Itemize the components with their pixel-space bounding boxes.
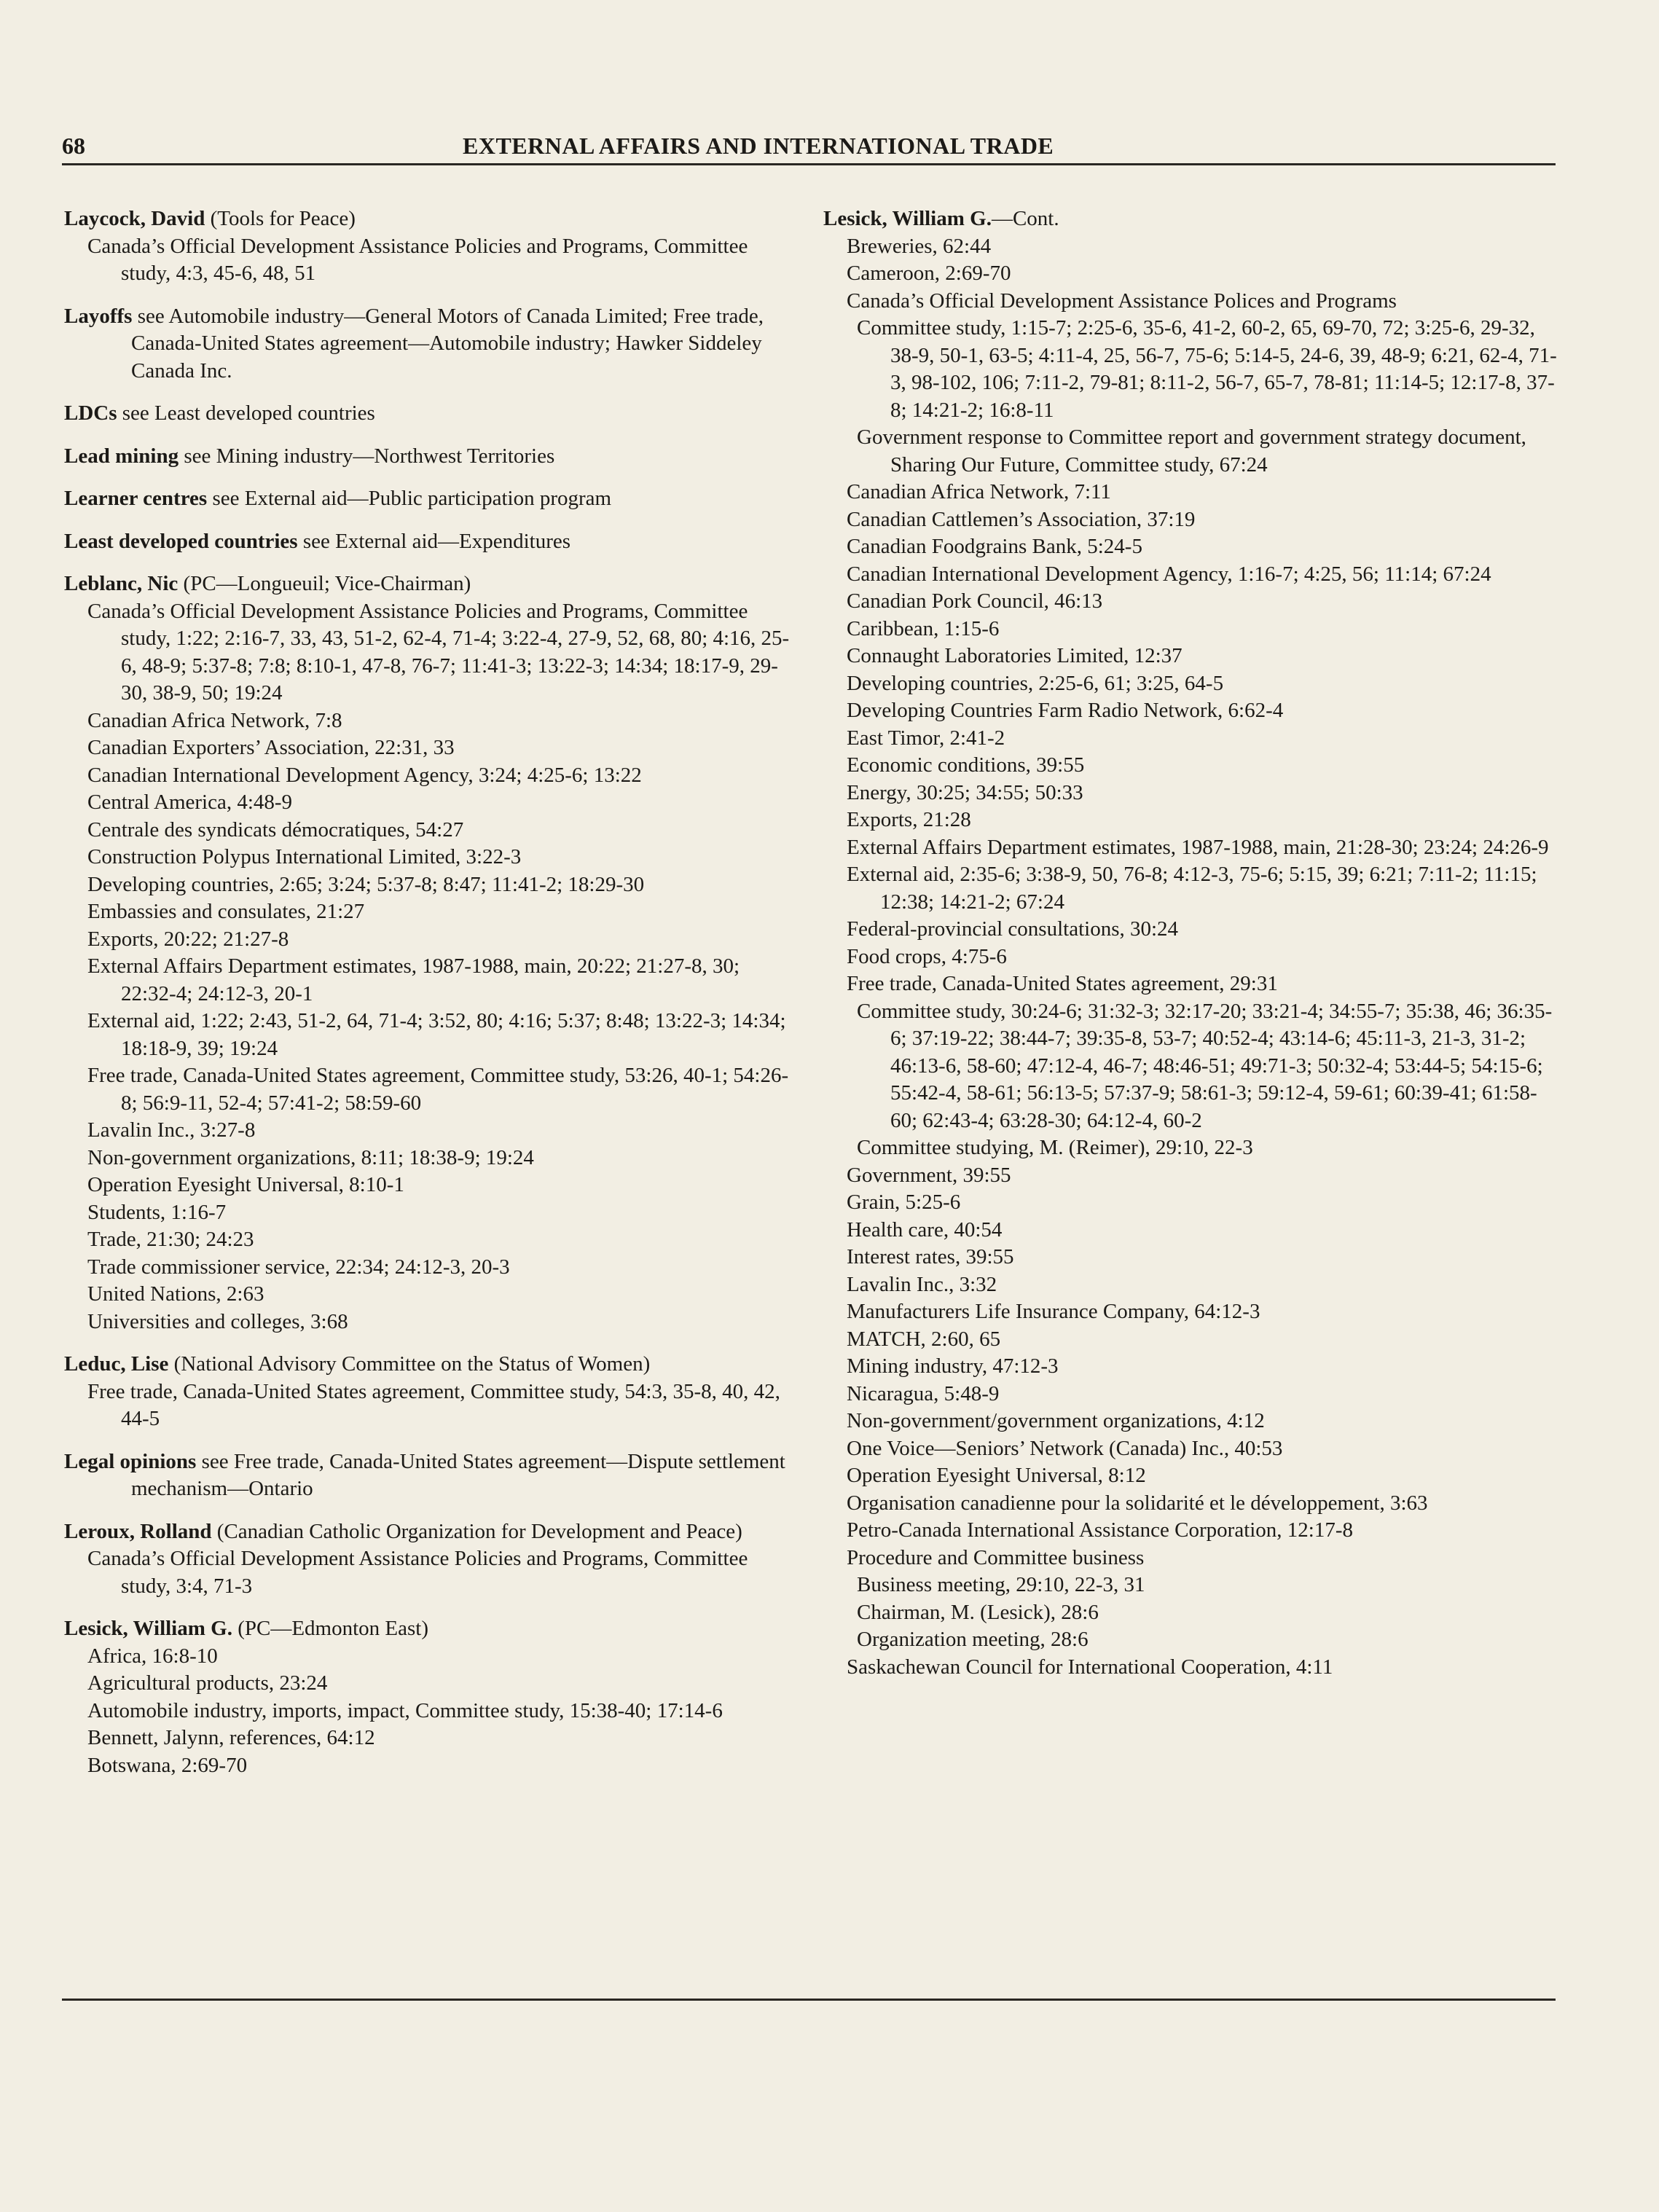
index-subentry: External Affairs Department estimates, 1987-1988, main, 20:22; 21:27-8, 30; 22:32-4; 24:12-3, 20-1 bbox=[87, 954, 740, 1005]
index-subentry: Exports, 21:28 bbox=[847, 808, 971, 831]
entry-term: LDCs bbox=[64, 401, 117, 425]
entry-term: Learner centres bbox=[64, 487, 208, 510]
entry-detail: (PC—Longueuil; Vice-Chairman) bbox=[178, 572, 471, 595]
index-subentry: Government, 39:55 bbox=[847, 1163, 1011, 1187]
index-subentry: Free trade, Canada-United States agreement, 29:31 bbox=[847, 972, 1278, 995]
index-subentry: Canadian International Development Agency, 1:16-7; 4:25, 56; 11:14; 67:24 bbox=[847, 562, 1491, 586]
left-column bbox=[64, 205, 800, 1795]
entry-detail: see External aid—Public participation program bbox=[207, 487, 612, 510]
page-number: 68 bbox=[62, 133, 85, 159]
index-entry bbox=[64, 1518, 800, 1601]
page-header bbox=[62, 131, 1556, 166]
index-subentry: External aid, 1:22; 2:43, 51-2, 64, 71-4; 3:52, 80; 4:16; 5:37; 8:48; 13:22-3; 14:34; 18:18-9, 39; 19:24 bbox=[87, 1009, 786, 1060]
index-subentry: Canadian Africa Network, 7:11 bbox=[847, 480, 1111, 503]
index-subentry: Cameroon, 2:69-70 bbox=[847, 262, 1011, 285]
index-subentry: Exports, 20:22; 21:27-8 bbox=[87, 927, 289, 951]
index-entry bbox=[64, 570, 800, 1336]
index-subentry: Mining industry, 47:12-3 bbox=[847, 1354, 1059, 1378]
index-subsubentry: Committee study, 1:15-7; 2:25-6, 35-6, 41-2, 60-2, 65, 69-70, 72; 3:25-6, 29-32, 38-9, 50-1, 63-5; 4:11-4, 25, 56-7, 75-6; 5:14-5, 24-6, 39, 48-9; 6:21, 62-4, 71-3, 98-102, 106; 7:11-2, 79-81; 8:11-2, 56-7, 65-7, 78-81; 11:14-5; 12:17-8, 37-8; 14:21-2; 16:8-11 bbox=[857, 316, 1557, 422]
index-subentry: Canadian Exporters’ Association, 22:31, 33 bbox=[87, 736, 455, 759]
index-subentry: Non-government organizations, 8:11; 18:38-9; 19:24 bbox=[87, 1145, 534, 1169]
entry-term: Lesick, William G. bbox=[823, 207, 992, 230]
index-entry bbox=[64, 443, 800, 471]
entry-term: Leduc, Lise bbox=[64, 1352, 169, 1376]
index-subentry: Food crops, 4:75-6 bbox=[847, 944, 1007, 968]
index-entry bbox=[64, 485, 800, 513]
index-subentry: Nicaragua, 5:48-9 bbox=[847, 1381, 1000, 1405]
running-title: EXTERNAL AFFAIRS AND INTERNATIONAL TRADE bbox=[463, 133, 1054, 159]
index-subentry: Saskachewan Council for International Cooperation, 4:11 bbox=[847, 1655, 1333, 1679]
index-subentry: Free trade, Canada-United States agreement, Committee study, 53:26, 40-1; 54:26-8; 56:9-11, 52-4; 57:41-2; 58:59-60 bbox=[87, 1064, 789, 1115]
index-subentry: East Timor, 2:41-2 bbox=[847, 726, 1005, 750]
index-subentry: Canadian Pork Council, 46:13 bbox=[847, 589, 1103, 613]
index-entry bbox=[823, 205, 1559, 1681]
index-subentry: Students, 1:16-7 bbox=[87, 1200, 227, 1224]
index-subentry: Petro-Canada International Assistance Corporation, 12:17-8 bbox=[847, 1518, 1354, 1542]
entry-term: Leroux, Rolland bbox=[64, 1519, 212, 1543]
index-subentry: Developing Countries Farm Radio Network, 6:62-4 bbox=[847, 699, 1284, 722]
index-subentry: Canadian Cattlemen’s Association, 37:19 bbox=[847, 507, 1196, 531]
index-subsubentry: Committee study, 30:24-6; 31:32-3; 32:17-20; 33:21-4; 34:55-7; 35:38, 46; 36:35-6; 37:19-22; 38:44-7; 39:35-8, 53-7; 40:52-4; 43:14-6; 45:11-3, 21-3, 31-2; 46:13-6, 58-60; 47:12-4, 46-7; 48:46-51; 49:71-3; 50:32-4; 53:44-5; 54:15-6; 55:42-4, 58-61; 56:13-5; 57:37-9; 58:61-3; 59:12-4, 59-61; 60:39-41; 61:58-60; 62:43-4; 63:28-30; 64:12-4, 60-2 bbox=[857, 999, 1553, 1132]
entry-heading bbox=[823, 205, 1559, 233]
entry-detail: see External aid—Expenditures bbox=[297, 529, 571, 553]
index-subentry: Universities and colleges, 3:68 bbox=[87, 1309, 348, 1333]
index-subentry: Construction Polypus International Limited, 3:22-3 bbox=[87, 845, 522, 868]
index-subentry: Canadian Africa Network, 7:8 bbox=[87, 708, 342, 732]
index-subentry: Trade, 21:30; 24:23 bbox=[87, 1228, 254, 1251]
entry-detail: —Cont. bbox=[991, 207, 1059, 230]
index-subentry: Africa, 16:8-10 bbox=[87, 1644, 218, 1668]
entry-term: Lead mining bbox=[64, 444, 179, 468]
index-subentry: Central America, 4:48-9 bbox=[87, 791, 293, 814]
index-entry bbox=[64, 528, 800, 556]
entry-heading bbox=[64, 1448, 800, 1503]
entry-heading bbox=[64, 303, 800, 385]
entry-heading bbox=[64, 485, 800, 513]
index-subentry: Lavalin Inc., 3:27-8 bbox=[87, 1118, 256, 1142]
right-column bbox=[823, 205, 1559, 1681]
index-subentry: Procedure and Committee business bbox=[847, 1545, 1145, 1569]
index-subentry: Developing countries, 2:65; 3:24; 5:37-8; 8:47; 11:41-2; 18:29-30 bbox=[87, 872, 645, 896]
entry-heading bbox=[64, 205, 800, 233]
entry-term: Lesick, William G. bbox=[64, 1617, 232, 1640]
entry-heading bbox=[64, 1351, 800, 1378]
entry-term: Layoffs bbox=[64, 304, 133, 328]
index-subentry: Breweries, 62:44 bbox=[847, 234, 992, 258]
index-subentry: External Affairs Department estimates, 1987-1988, main, 21:28-30; 23:24; 24:26-9 bbox=[847, 835, 1549, 859]
entry-detail: (Tools for Peace) bbox=[205, 207, 356, 230]
index-subentry: External aid, 2:35-6; 3:38-9, 50, 76-8; 4:12-3, 75-6; 5:15, 39; 6:21; 7:11-2; 11:15; 12:38; 14:21-2; 67:24 bbox=[847, 863, 1537, 914]
index-subentry: Canadian Foodgrains Bank, 5:24-5 bbox=[847, 535, 1142, 558]
index-subentry: Trade commissioner service, 22:34; 24:12-3, 20-3 bbox=[87, 1255, 510, 1279]
index-subentry: Interest rates, 39:55 bbox=[847, 1245, 1014, 1268]
index-subentry: Agricultural products, 23:24 bbox=[87, 1671, 328, 1695]
index-subentry: Federal-provincial consultations, 30:24 bbox=[847, 917, 1179, 941]
entry-detail: (National Advisory Committee on the Status of Women) bbox=[168, 1352, 651, 1376]
index-subentry: Economic conditions, 39:55 bbox=[847, 753, 1085, 777]
index-subentry: Caribbean, 1:15-6 bbox=[847, 616, 1000, 640]
index-entry bbox=[64, 303, 800, 385]
entry-detail: see Free trade, Canada-United States agreement—Dispute settlement mechanism—Ontario bbox=[131, 1449, 785, 1500]
header-rule bbox=[62, 163, 1556, 165]
index-subentry: Bennett, Jalynn, references, 64:12 bbox=[87, 1726, 375, 1749]
entry-term: Least developed countries bbox=[64, 529, 298, 553]
entry-detail: (PC—Edmonton East) bbox=[232, 1617, 428, 1640]
index-subentry: Connaught Laboratories Limited, 12:37 bbox=[847, 644, 1183, 667]
entry-term: Leblanc, Nic bbox=[64, 572, 179, 595]
index-subentry: Developing countries, 2:25-6, 61; 3:25, 64-5 bbox=[847, 671, 1224, 695]
entry-heading bbox=[64, 528, 800, 556]
entry-heading bbox=[64, 1615, 800, 1643]
entry-detail: see Least developed countries bbox=[117, 401, 375, 425]
index-subentry: Automobile industry, imports, impact, Committee study, 15:38-40; 17:14-6 bbox=[87, 1698, 723, 1722]
index-subentry: Organisation canadienne pour la solidarité et le développement, 3:63 bbox=[847, 1491, 1428, 1515]
index-subentry: MATCH, 2:60, 65 bbox=[847, 1327, 1001, 1351]
index-subentry: Grain, 5:25-6 bbox=[847, 1191, 961, 1214]
index-entry bbox=[64, 1615, 800, 1779]
index-subentry: Energy, 30:25; 34:55; 50:33 bbox=[847, 780, 1083, 804]
entry-term: Laycock, David bbox=[64, 207, 205, 230]
index-subentry: Canada’s Official Development Assistance Policies and Programs, Committee study, 1:22; 2:16-7, 33, 43, 51-2, 62-4, 71-4; 3:22-4, 27-9, 52, 68, 80; 4:16, 25-6, 48-9; 5:37-8; 7:8; 8:10-1, 47-8, 76-7; 11:41-3; 13:22-3; 14:34; 18:17-9, 29-30, 38-9, 50; 19:24 bbox=[87, 599, 790, 705]
entry-heading bbox=[64, 400, 800, 428]
entry-term: Legal opinions bbox=[64, 1449, 197, 1473]
index-subentry: Operation Eyesight Universal, 8:10-1 bbox=[87, 1173, 404, 1196]
index-entry bbox=[64, 205, 800, 288]
index-subsubentry: Organization meeting, 28:6 bbox=[857, 1628, 1089, 1651]
index-subentry: Operation Eyesight Universal, 8:12 bbox=[847, 1464, 1146, 1487]
index-entry bbox=[64, 1448, 800, 1503]
index-subentry: Non-government/government organizations, 4:12 bbox=[847, 1409, 1265, 1432]
footer-rule bbox=[62, 1999, 1556, 2001]
index-subsubentry: Government response to Committee report and government strategy document, Sharing Our Future, Committee study, 67:24 bbox=[857, 425, 1526, 476]
index-subsubentry: Business meeting, 29:10, 22-3, 31 bbox=[857, 1573, 1145, 1596]
index-subentry: Canada’s Official Development Assistance Policies and Programs, Committee study, 4:3, 45-6, 48, 51 bbox=[87, 234, 748, 285]
index-subentry: Botswana, 2:69-70 bbox=[87, 1753, 248, 1777]
index-subentry: Manufacturers Life Insurance Company, 64:12-3 bbox=[847, 1300, 1260, 1323]
index-subsubentry: Committee studying, M. (Reimer), 29:10, 22-3 bbox=[857, 1136, 1253, 1159]
index-subentry: Health care, 40:54 bbox=[847, 1217, 1003, 1242]
index-subentry: One Voice—Seniors’ Network (Canada) Inc., 40:53 bbox=[847, 1436, 1283, 1460]
index-subsubentry: Chairman, M. (Lesick), 28:6 bbox=[857, 1600, 1099, 1624]
index-subentry: Centrale des syndicats démocratiques, 54:27 bbox=[87, 817, 464, 842]
entry-heading bbox=[64, 443, 800, 471]
entry-detail: see Mining industry—Northwest Territories bbox=[179, 444, 555, 468]
index-subentry: Free trade, Canada-United States agreement, Committee study, 54:3, 35-8, 40, 42, 44-5 bbox=[87, 1379, 780, 1430]
entry-heading bbox=[64, 1518, 800, 1546]
index-entry bbox=[64, 1351, 800, 1433]
index-entry bbox=[64, 400, 800, 428]
index-subentry: Embassies and consulates, 21:27 bbox=[87, 900, 365, 923]
index-subentry: Canadian International Development Agency, 3:24; 4:25-6; 13:22 bbox=[87, 763, 642, 787]
index-subentry: Canada’s Official Development Assistance Polices and Programs bbox=[847, 289, 1397, 313]
entry-detail: see Automobile industry—General Motors of Canada Limited; Free trade, Canada-United States agreement—Automobile industry; Hawker Siddeley Canada Inc. bbox=[131, 304, 764, 383]
index-subentry: Lavalin Inc., 3:32 bbox=[847, 1272, 997, 1296]
index-subentry: Canada’s Official Development Assistance Policies and Programs, Committee study, 3:4, 71-3 bbox=[87, 1547, 748, 1598]
entry-heading bbox=[64, 570, 800, 598]
index-subentry: United Nations, 2:63 bbox=[87, 1282, 264, 1306]
entry-detail: (Canadian Catholic Organization for Development and Peace) bbox=[211, 1519, 742, 1543]
